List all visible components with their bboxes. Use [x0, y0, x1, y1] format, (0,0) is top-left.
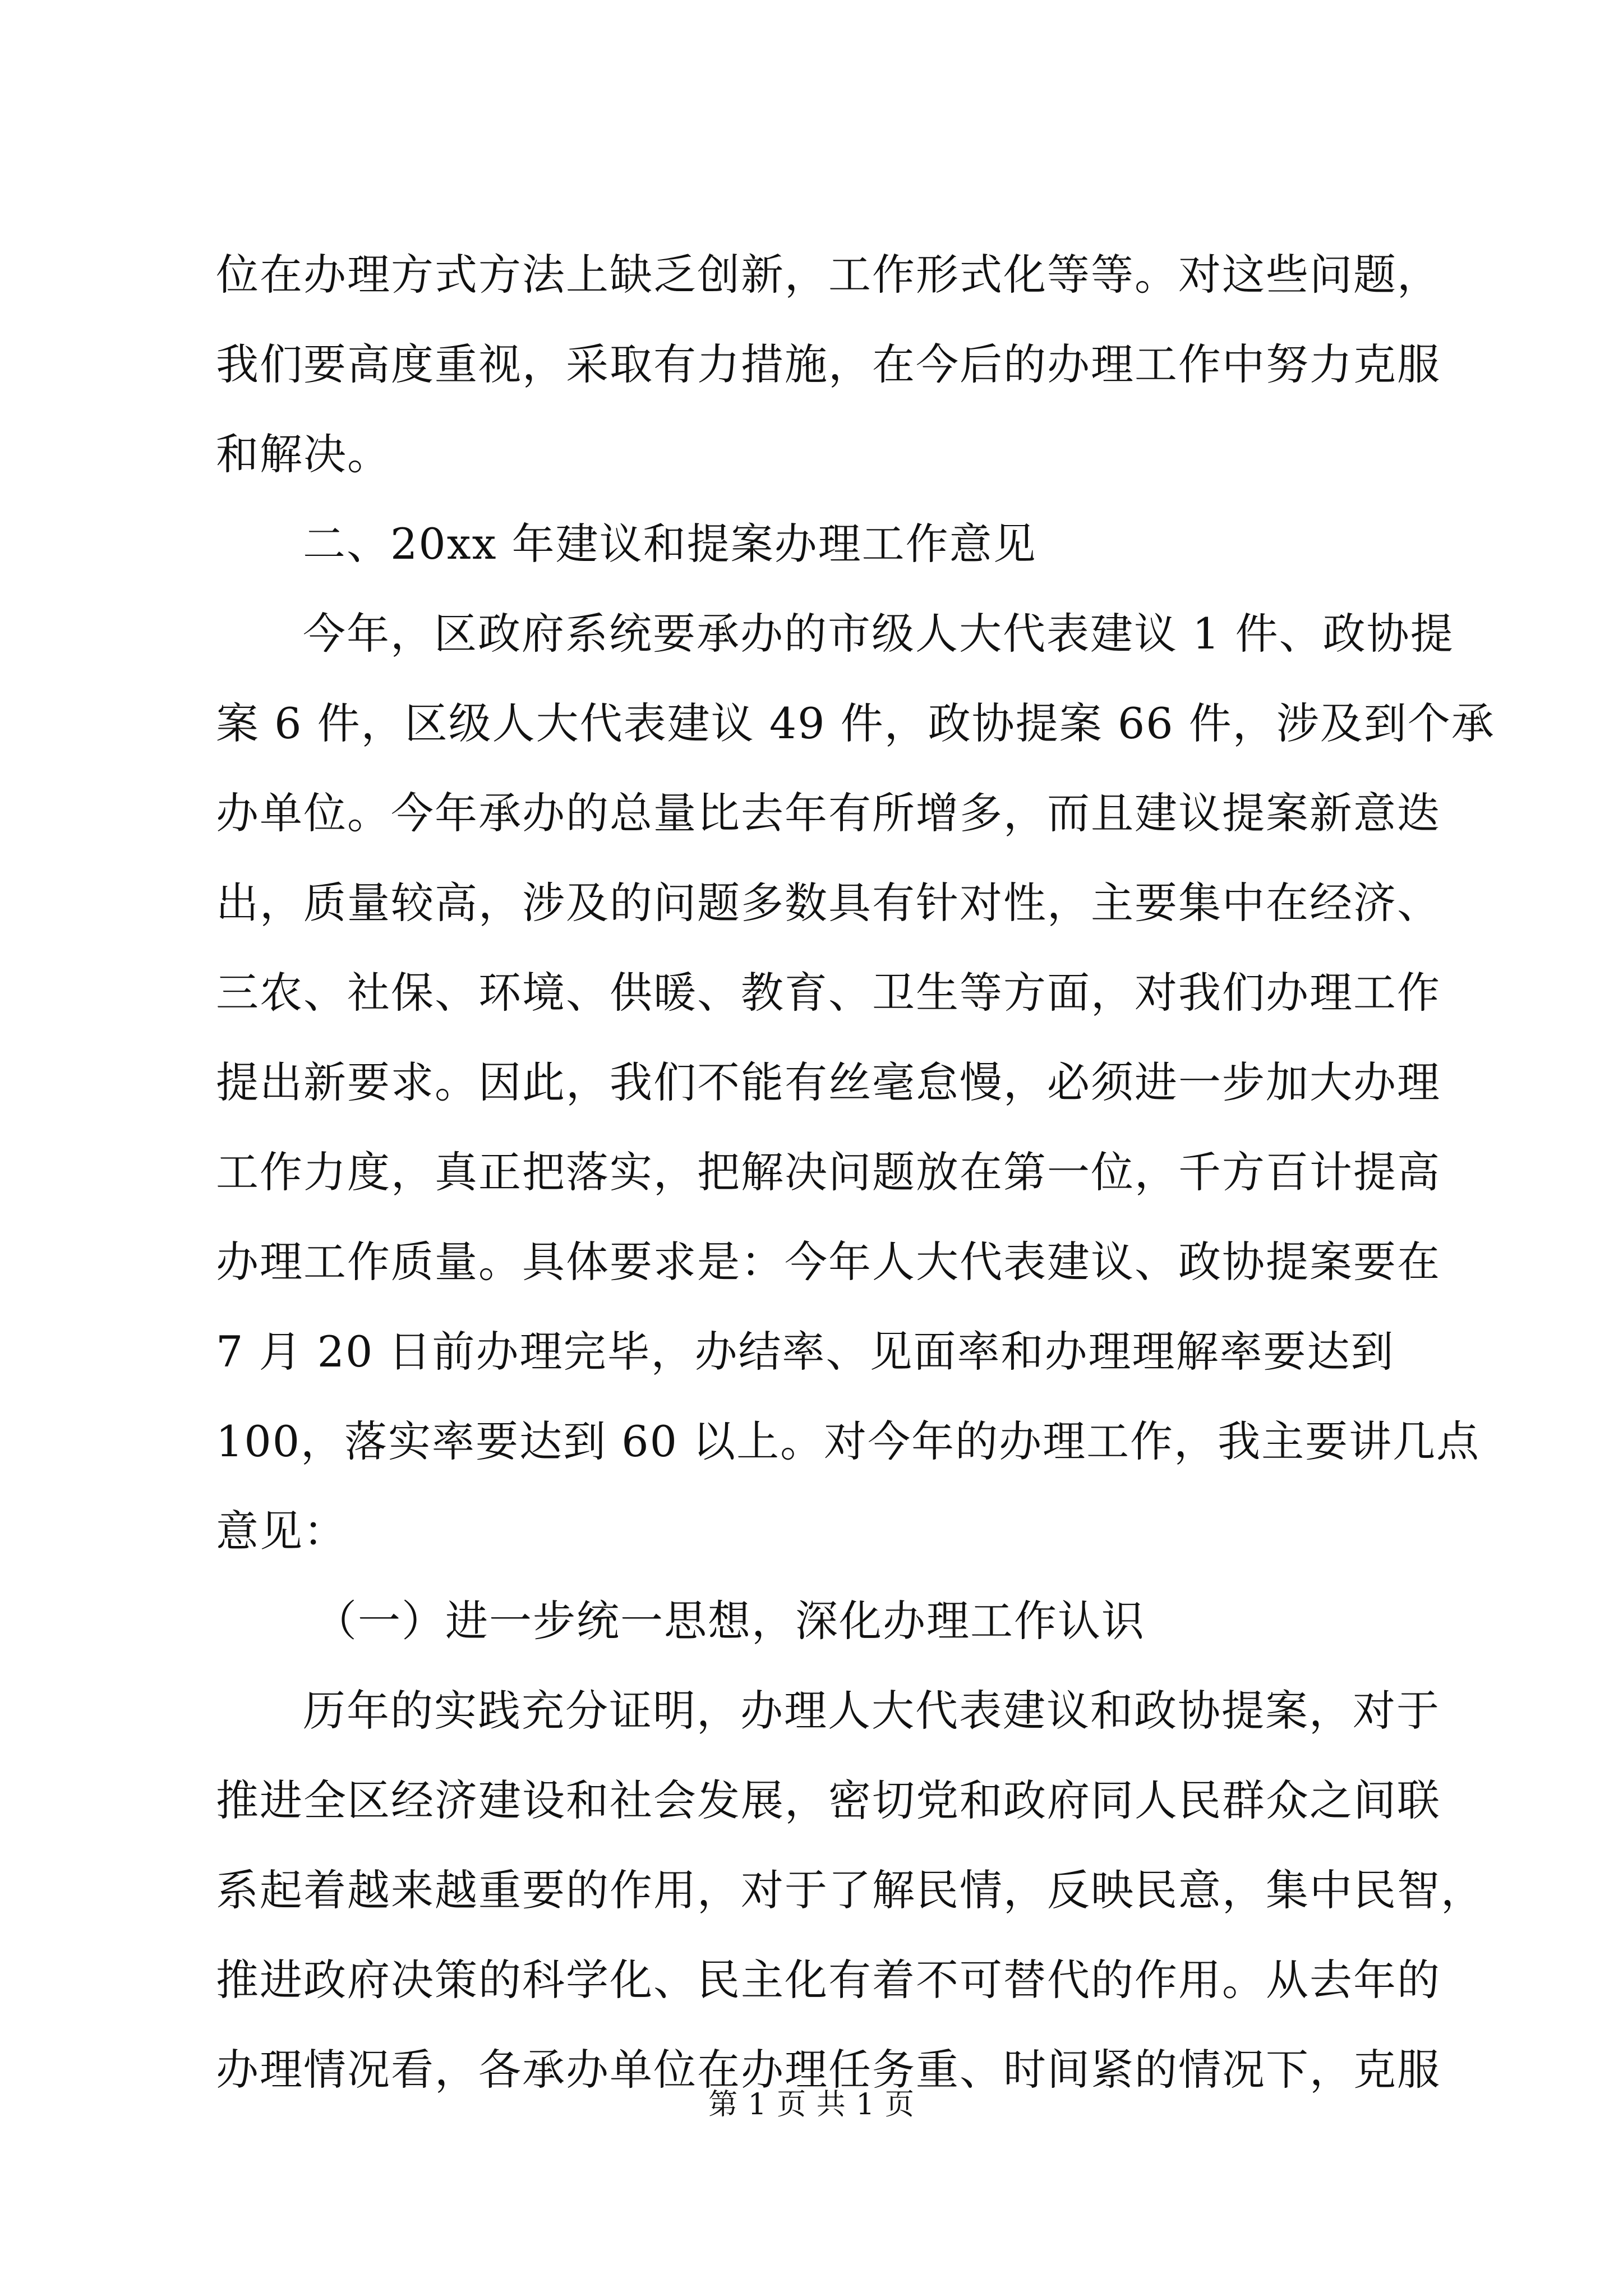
- body-text-line: 工作力度，真正把落实，把解决问题放在第一位，千方百计提高: [216, 1147, 1441, 1197]
- body-text-line: 推进全区经济建设和社会发展，密切党和政府同人民群众之间联: [216, 1775, 1441, 1825]
- section-heading: 二、20xx 年建议和提案办理工作意见: [303, 519, 1037, 569]
- body-text-line: 办理工作质量。具体要求是：今年人大代表建议、政协提案要在: [216, 1237, 1441, 1287]
- body-text-line: 位在办理方式方法上缺乏创新，工作形式化等等。对这些问题，: [216, 250, 1441, 300]
- body-text-line: 7 月 20 日前办理完毕，办结率、见面率和办理理解率要达到: [216, 1327, 1395, 1377]
- body-text-line: 办理情况看，各承办单位在办理任务重、时间紧的情况下，克服: [216, 2045, 1441, 2095]
- body-text-line: 办单位。今年承办的总量比去年有所增多，而且建议提案新意迭: [216, 788, 1441, 838]
- body-text-line: 出，质量较高，涉及的问题多数具有针对性，主要集中在经济、: [216, 878, 1441, 928]
- body-text-line: 系起着越来越重要的作用，对于了解民情，反映民意，集中民智，: [216, 1865, 1484, 1915]
- body-text-line: 历年的实践充分证明，办理人大代表建议和政协提案，对于: [303, 1686, 1440, 1736]
- body-text-line: 和解决。: [216, 429, 391, 479]
- body-text-line: 提出新要求。因此，我们不能有丝毫怠慢，必须进一步加大办理: [216, 1057, 1441, 1107]
- body-text-line: 案 6 件，区级人大代表建议 49 件，政协提案 66 件，涉及到个承: [216, 698, 1495, 748]
- body-text-line: 今年，区政府系统要承办的市级人大代表建议 1 件、政协提: [303, 609, 1454, 659]
- body-text-line: 我们要高度重视，采取有力措施，在今后的办理工作中努力克服: [216, 339, 1441, 389]
- body-text-line: 三农、社保、环境、供暖、教育、卫生等方面，对我们办理工作: [216, 968, 1441, 1018]
- body-text-line: 意见：: [216, 1506, 347, 1556]
- body-text-line: 100，落实率要达到 60 以上。对今年的办理工作，我主要讲几点: [216, 1416, 1481, 1466]
- page-footer: 第 1 页 共 1 页: [708, 2088, 915, 2122]
- subsection-heading: （一）进一步统一思想，深化办理工作认识: [314, 1596, 1145, 1646]
- body-text-line: 推进政府决策的科学化、民主化有着不可替代的作用。从去年的: [216, 1955, 1441, 2005]
